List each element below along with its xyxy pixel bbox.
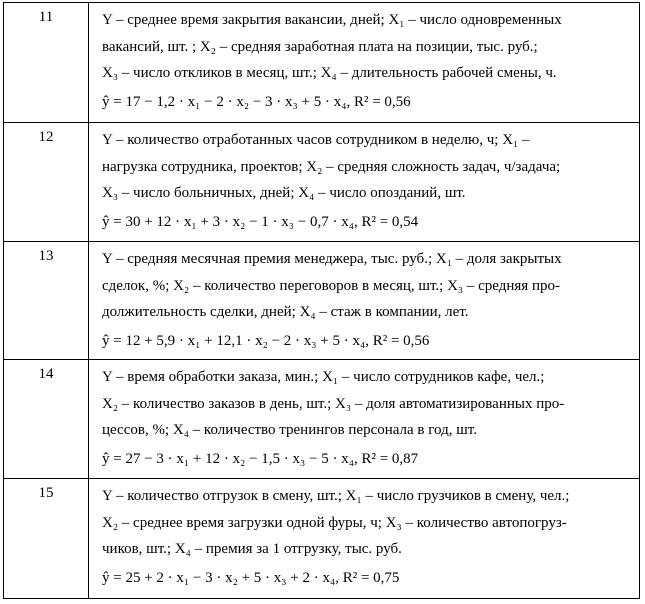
variable-definition-line: X₂ – количество заказов в день, шт.; X₃ – доля автоматизированных про- [102,395,565,412]
variable-definition-line: Y – среднее время закрытия вакансии, дней; X₁ – число одновременных [102,12,562,28]
variable-definition-line: Y – количество отработанных часов сотрудником в неделю, ч; X₁ – [102,132,530,148]
variable-definition-line: Y – время обработки заказа, мин.; X₁ – число сотрудников кафе, чел.; [102,369,545,385]
variable-definition-line: X₂ – среднее время загрузки одной фуры, ч; X₃ – количество автопогруз- [102,514,567,531]
variant-number: 15 [4,479,89,599]
variable-definition-line: Y – количество отгрузок в смену, шт.; X₁ – число грузчиков в смену, чел.; [102,488,570,504]
variable-definition-line: цессов, %; X₄ – количество тренингов персонала в год, шт. [102,422,477,438]
variable-definition-line: вакансий, шт. ; X₂ – средняя заработная плата на позиции, тыс. руб.; [102,38,538,55]
variant-number: 14 [4,360,89,479]
table-body [4,3,640,599]
variant-description [89,123,640,242]
variant-description [89,360,640,479]
variable-definition-line: чиков, шт.; X₄ – премия за 1 отгрузку, тыс. руб. [102,541,402,557]
variant-description [89,242,640,360]
variant-description [89,479,640,599]
variant-number: 13 [4,242,89,360]
table-row [4,123,640,242]
variable-definition-line: должительность сделки, дней; X₄ – стаж в компании, лет. [102,304,469,320]
regression-equation: ŷ = 25 + 2 · x₁ − 3 · x₂ + 5 · x₃ + 2 · x₄, R² = 0,75 [102,569,400,586]
variant-number: 11 [4,3,89,123]
variable-definition-line: X₃ – число откликов в месяц, шт.; X₄ – длительность рабочей смены, ч. [102,65,557,81]
regression-equation: ŷ = 17 − 1,2 · x₁ − 2 · x₂ − 3 · x₃ + 5 · x₄, R² = 0,56 [102,93,411,110]
table-row [4,479,640,599]
regression-equation: ŷ = 27 − 3 · x₁ + 12 · x₂ − 1,5 · x₃ − 5 · x₄, R² = 0,87 [102,450,419,467]
regression-equation: ŷ = 12 + 5,9 · x₁ + 12,1 · x₂ − 2 · x₃ + 5 · x₄, R² = 0,56 [102,332,430,349]
table-row [4,360,640,479]
variant-number: 12 [4,123,89,242]
variant-description [89,3,640,123]
variable-definition-line: нагрузка сотрудника, проектов; X₂ – средняя сложность задач, ч/задача; [102,158,561,175]
variable-definition-line: сделок, %; X₂ – количество переговоров в месяц, шт.; X₃ – средняя про- [102,277,560,294]
regression-equation: ŷ = 30 + 12 · x₁ + 3 · x₂ − 1 · x₃ − 0,7 · x₄, R² = 0,54 [102,213,419,230]
table-row [4,3,640,123]
regression-variants-table [3,2,640,599]
table-row [4,242,640,360]
variable-definition-line: Y – средняя месячная премия менеджера, тыс. руб.; X₁ – доля закрытых [102,251,562,267]
variable-definition-line: X₃ – число больничных, дней; X₄ – число опозданий, шт. [102,185,466,201]
